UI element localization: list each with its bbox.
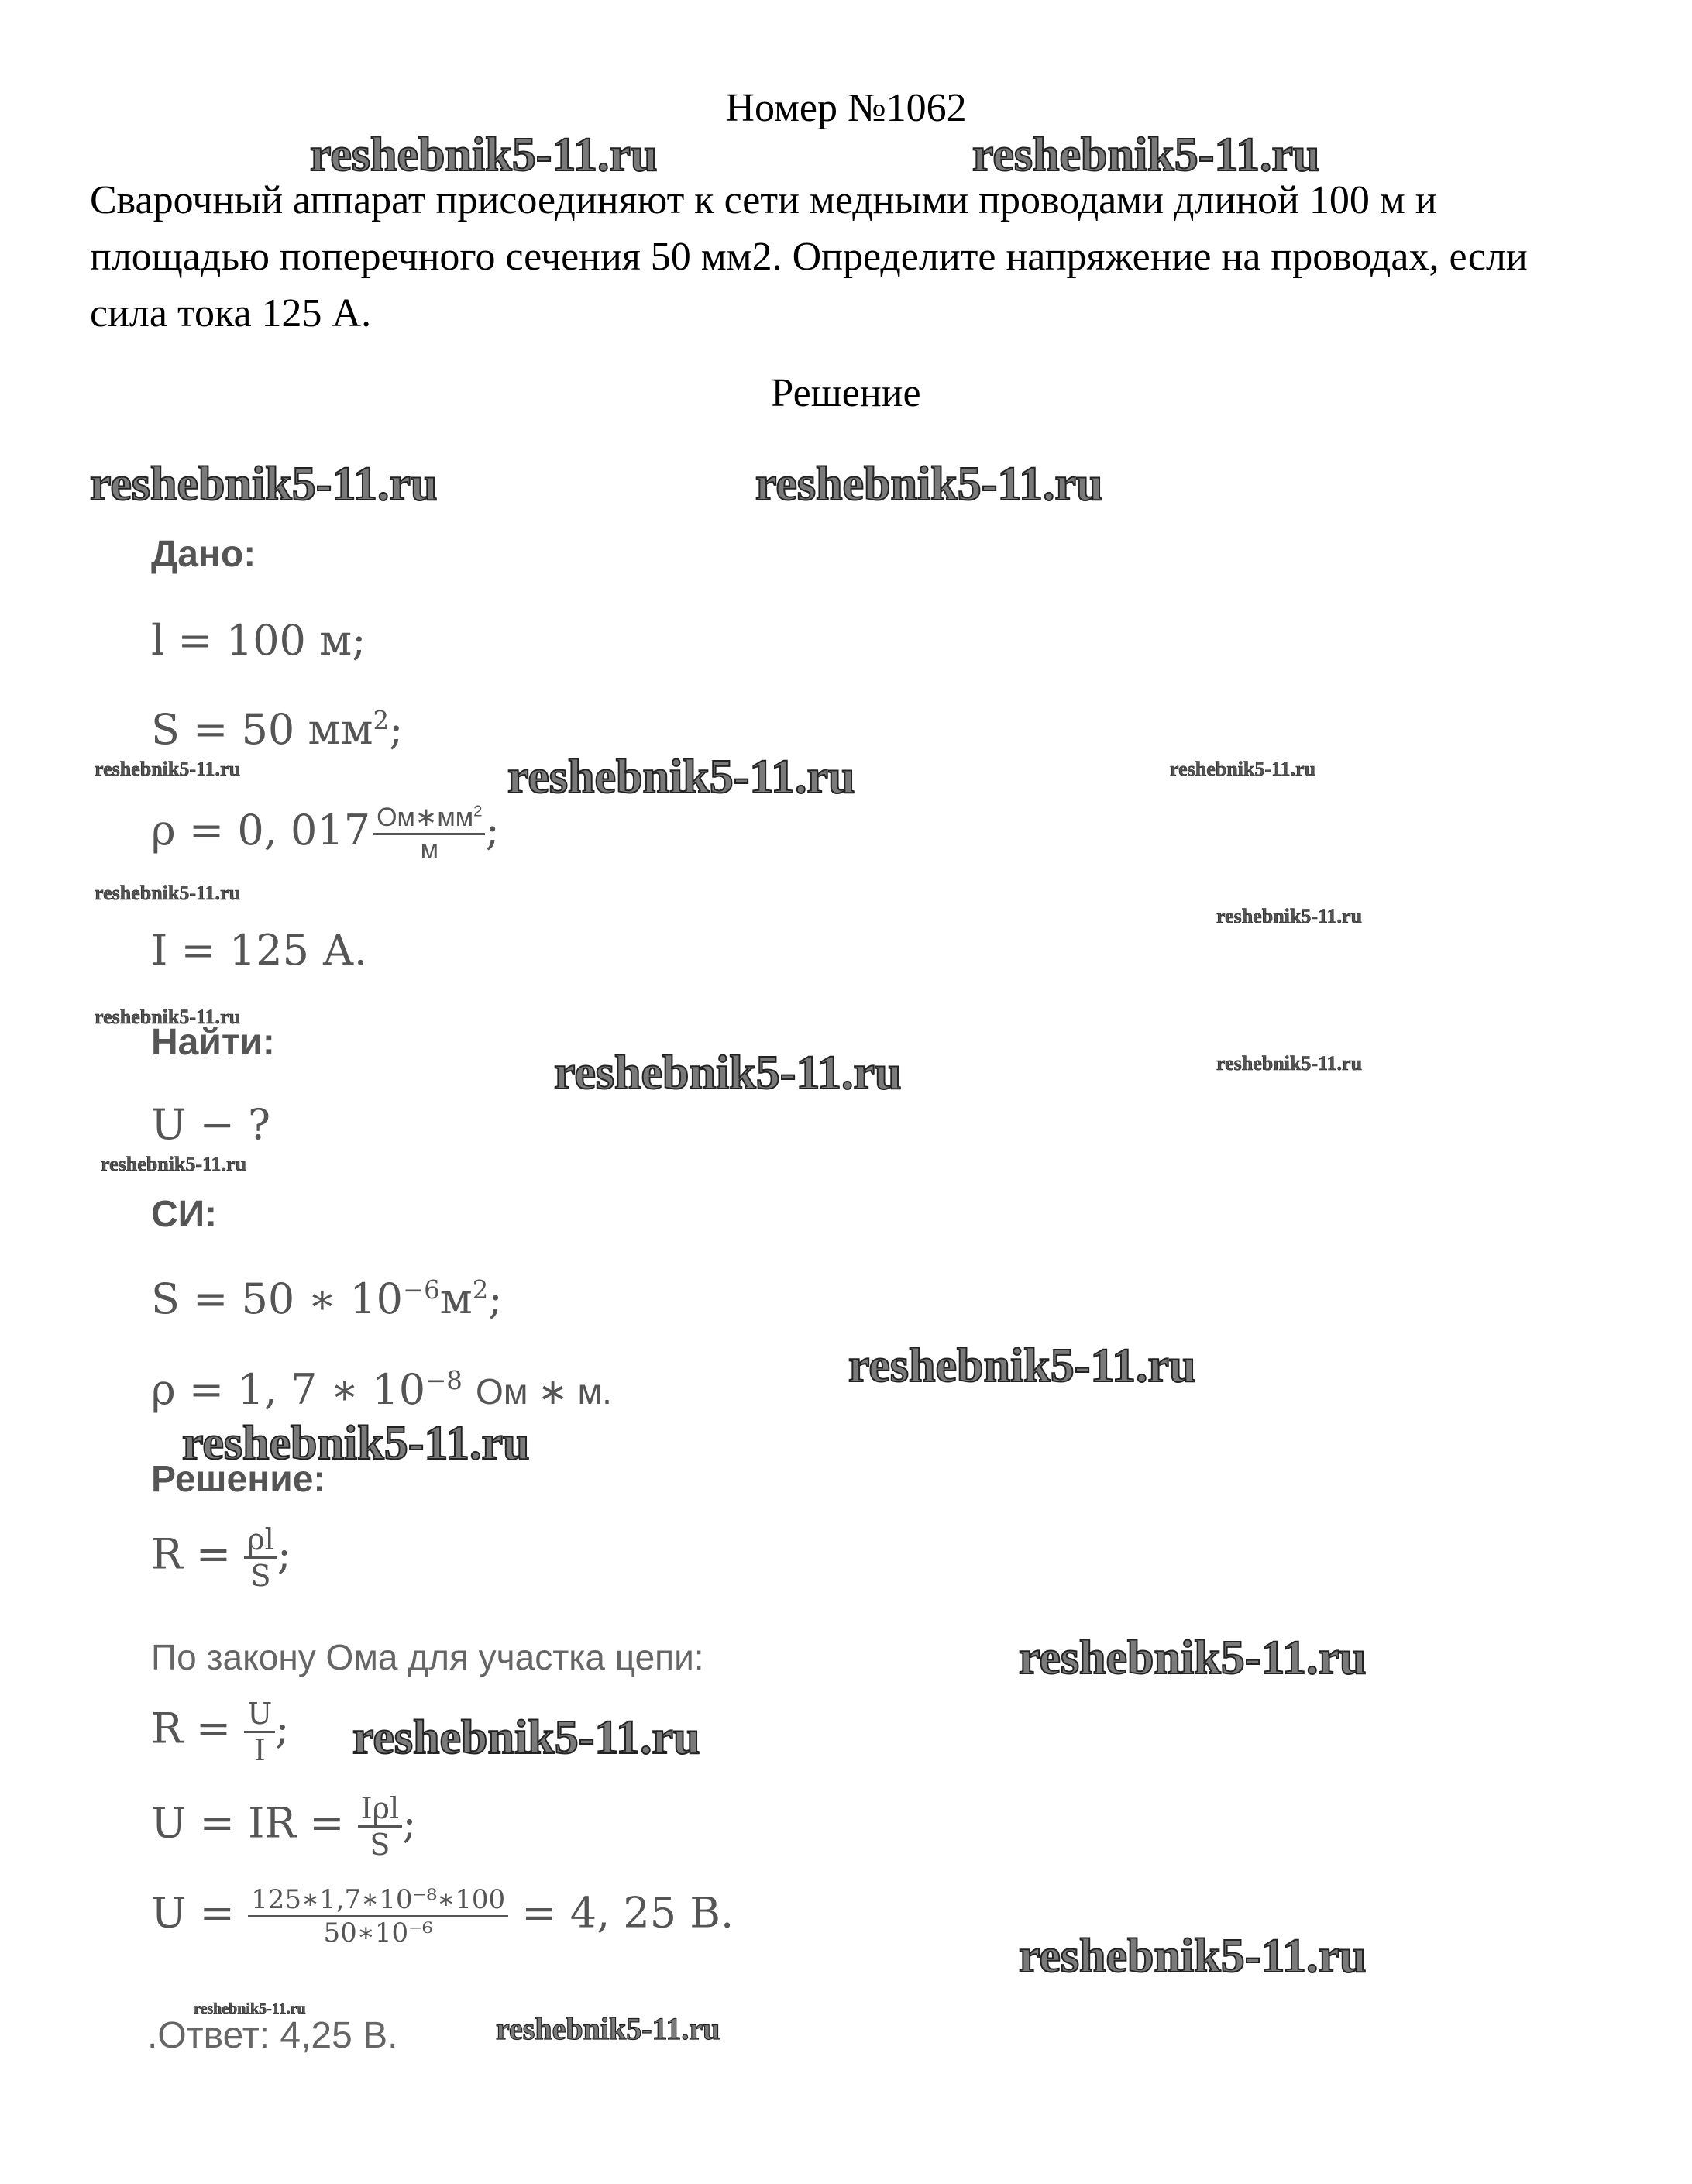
given-label: Дано: xyxy=(151,534,256,575)
answer: .Ответ: 4,25 В. xyxy=(147,2015,398,2056)
watermark: reshebnik5-11.ru xyxy=(310,129,658,181)
solution-heading: Решение xyxy=(771,371,921,415)
si-area: S = 50 ∗ $10^{-6}м^2$; xyxy=(151,1274,503,1323)
watermark: reshebnik5-11.ru xyxy=(182,1417,530,1470)
watermark-small: reshebnik5-11.ru xyxy=(194,2000,306,2017)
given-area: S = 50 $мм^2$; xyxy=(151,705,404,754)
task-text: Сварочный аппарат присоединяют к сети медными проводами длиной 100 м и площадью поперечного сечения 50 мм2. Определите напряжение на проводах, если сила тока 125 А. xyxy=(90,178,1528,335)
given-current: I = 125 А. xyxy=(151,926,368,975)
watermark-small: reshebnik5-11.ru xyxy=(95,882,241,904)
si-resistivity: ρ = 1, 7 ∗ $10^{-8}$ Ом ∗ м. xyxy=(151,1365,612,1414)
ohm-law-text: По закону Ома для участка цепи: xyxy=(151,1637,704,1677)
watermark-small: reshebnik5-11.ru xyxy=(1216,905,1363,927)
watermark: reshebnik5-11.ru xyxy=(1019,1632,1367,1684)
watermark-small: reshebnik5-11.ru xyxy=(1216,1052,1363,1075)
formula-calculation: U = $\frac{\text{125∗1,7∗10⁻⁸∗100}}{\text{50∗10⁻⁶}}$ = 4, 25 В. xyxy=(151,1884,734,1948)
watermark: reshebnik5-11.ru xyxy=(496,2011,720,2046)
watermark: reshebnik5-11.ru xyxy=(755,458,1103,511)
watermark: reshebnik5-11.ru xyxy=(507,751,855,803)
watermark: reshebnik5-11.ru xyxy=(352,1711,700,1764)
watermark: reshebnik5-11.ru xyxy=(848,1340,1196,1392)
si-label: СИ: xyxy=(151,1194,218,1235)
find-value: U − ? xyxy=(151,1100,271,1149)
watermark-small: reshebnik5-11.ru xyxy=(101,1153,247,1175)
watermark: reshebnik5-11.ru xyxy=(90,458,438,511)
given-length: l = 100 м; xyxy=(151,616,366,665)
watermark-small: reshebnik5-11.ru xyxy=(95,1006,241,1028)
given-resistivity: ρ = 0, 017 $\frac{Ом∗мм^2}{м}$ ; xyxy=(151,803,500,865)
solution-label: Решение: xyxy=(151,1459,326,1500)
formula-voltage: U = IR = $\frac{\text{Iρl}}{S}$ ; xyxy=(151,1791,417,1862)
page-title: Номер №1062 xyxy=(725,86,967,130)
formula-resistance: R = $\frac{\rho l}{S}$ ; xyxy=(151,1522,291,1593)
formula-ohm: R = $\frac{U}{I}$ ; xyxy=(151,1697,290,1767)
watermark: reshebnik5-11.ru xyxy=(1019,1930,1367,1983)
watermark-small: reshebnik5-11.ru xyxy=(95,758,241,780)
watermark-small: reshebnik5-11.ru xyxy=(1170,758,1316,780)
watermark: reshebnik5-11.ru xyxy=(972,129,1320,181)
watermark: reshebnik5-11.ru xyxy=(554,1047,902,1099)
find-label: Найти: xyxy=(151,1022,275,1063)
